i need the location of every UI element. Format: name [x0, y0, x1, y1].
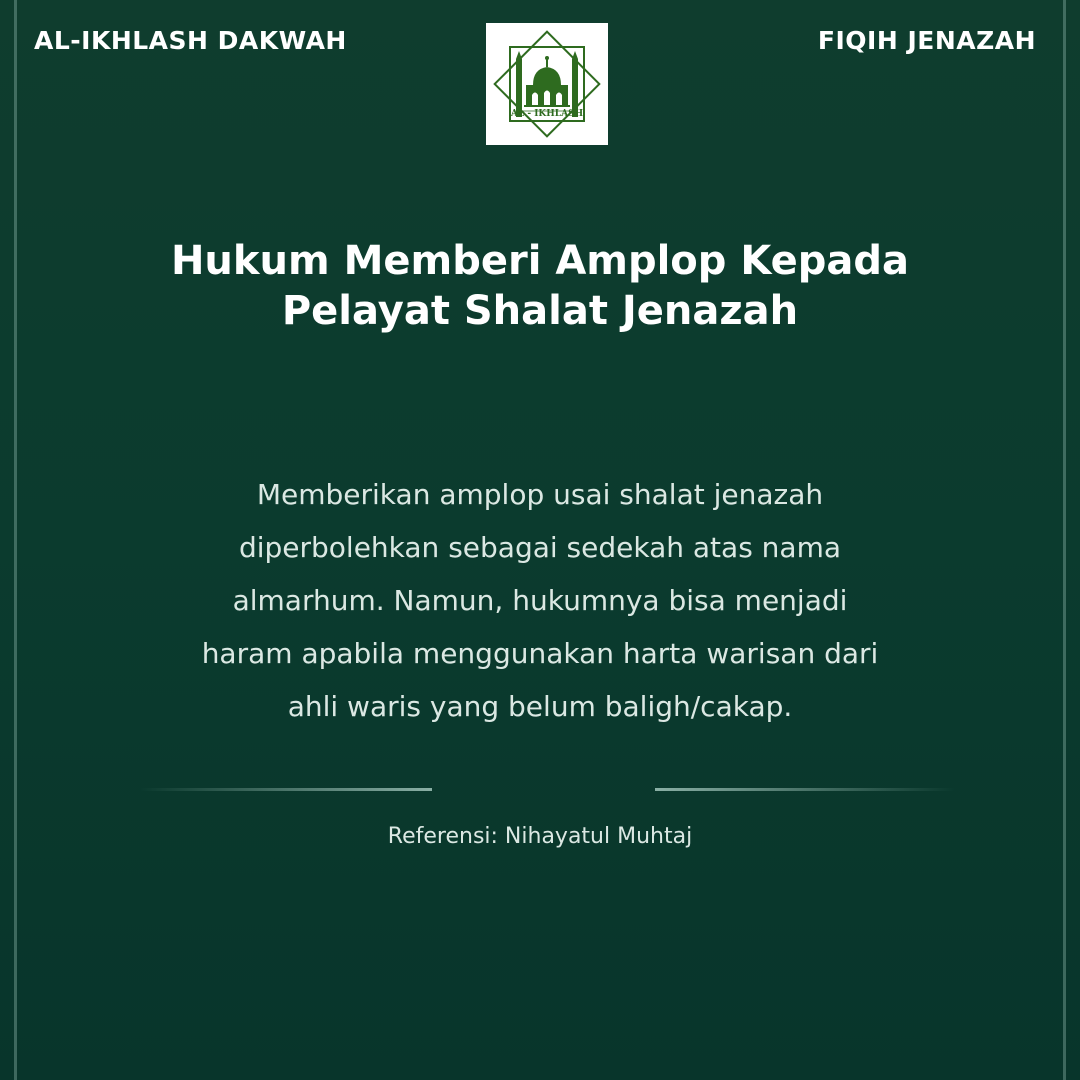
- divider-right: [655, 788, 955, 791]
- body-line: diperbolehkan sebagai sedekah atas nama: [238, 531, 842, 564]
- divider-left: [140, 788, 432, 791]
- page-title: [60, 236, 1020, 336]
- body-line: ahli waris yang belum baligh/cakap.: [287, 690, 793, 723]
- mosque-logo-icon: [486, 23, 608, 145]
- brand-name: AL-IKHLASH DAKWAH: [34, 26, 347, 55]
- title-line-1: Hukum Memberi Amplop Kepada: [170, 238, 910, 284]
- body-line: almarhum. Namun, hukumnya bisa menjadi: [232, 584, 848, 617]
- body-paragraph: [140, 468, 940, 733]
- body-line: haram apabila menggunakan harta warisan dari: [201, 637, 879, 670]
- title-line-2: Pelayat Shalat Jenazah: [281, 288, 799, 334]
- topic-label: FIQIH JENAZAH: [817, 26, 1036, 55]
- frame-line-right: [1063, 0, 1066, 1080]
- body-line: Memberikan amplop usai shalat jenazah: [256, 478, 824, 511]
- reference-text: Referensi: Nihayatul Muhtaj: [387, 824, 693, 849]
- logo: [486, 23, 608, 145]
- logo-caption: AL - IKHLASH: [510, 109, 584, 119]
- frame-line-left: [14, 0, 17, 1080]
